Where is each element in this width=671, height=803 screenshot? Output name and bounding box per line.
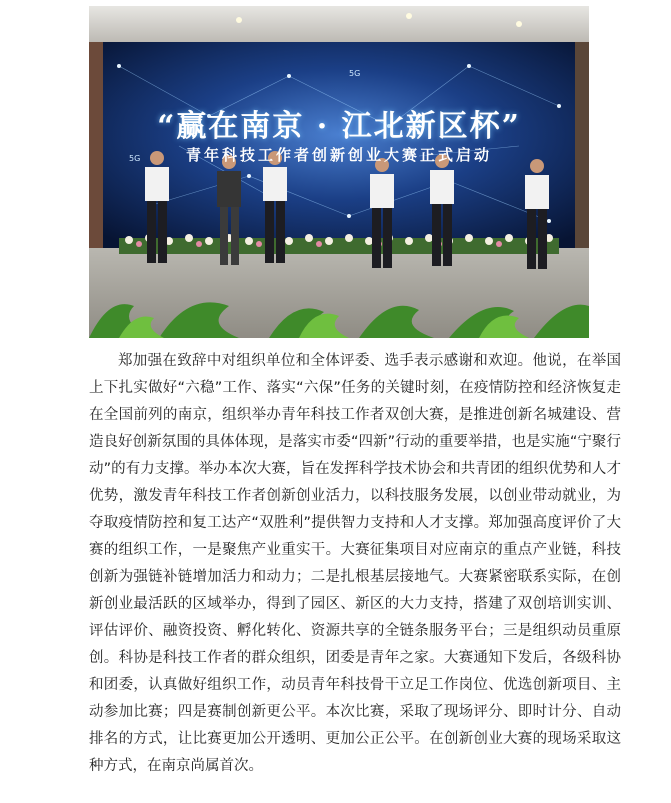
ceiling-light	[236, 17, 242, 23]
5g-badge: 5G	[129, 154, 141, 163]
ceiling-light	[406, 13, 412, 19]
5g-badge: 5G	[349, 69, 361, 78]
ceiling	[89, 6, 589, 42]
event-photo-scene	[89, 6, 589, 338]
event-photo	[89, 6, 589, 338]
banner-title: “赢在南京 · 江北新区杯”	[157, 109, 521, 144]
banner-subtitle: 青年科技工作者创新创业大赛正式启动	[185, 146, 492, 164]
article-paragraph: 郑加强在致辞中对组织单位和全体评委、选手表示感谢和欢迎。他说，在举国上下扎实做好“六稳”工作、落实“六保”任务的关键时刻，在疫情防控和经济恢复走在全国前列的南京，组织举办青年科技工作者双创大赛，是推进创新名城建设、营造良好创新氛围的具体体现，是落实市委“四新”行动的重要举措，也是实施“宁聚行动”的有力支撑。举办本次大赛，旨在发挥科学技术协会和共青团的组织优势和人才优势，激发青年科技工作者创新创业活力，以科技服务发展，以创业带动就业，为夺取疫情防控和复工达产“双胜利”提供智力支持和人才支撑。郑加强高度评价了大赛的组织工作，一是聚焦产业重实干。大赛征集项目对应南京的重点产业链，科技创新为强链补链增加活力和动力；二是扎根基层接地气。大赛紧密联系实际，在创新创业最活跃的区域举办，得到了园区、新区的大力支持，搭建了双创培训实训、评估评价、融资投资、孵化转化、资源共享的全链条服务平台；三是组织动员重原创。科协是科技工作者的群众组织，团委是青年之家。大赛通知下发后，各级科协和团委，认真做好组织工作，动员青年科技骨干立足工作岗位、优选创新项目、主动参加比赛；四是赛制创新更公平。本次比赛，采取了现场评分、即时计分、自动排名的方式，让比赛更加公开透明、更加公正公平。在创新创业大赛的现场采取这种方式，在南京尚属首次。	[89, 353, 621, 774]
ceiling-light	[516, 21, 522, 27]
